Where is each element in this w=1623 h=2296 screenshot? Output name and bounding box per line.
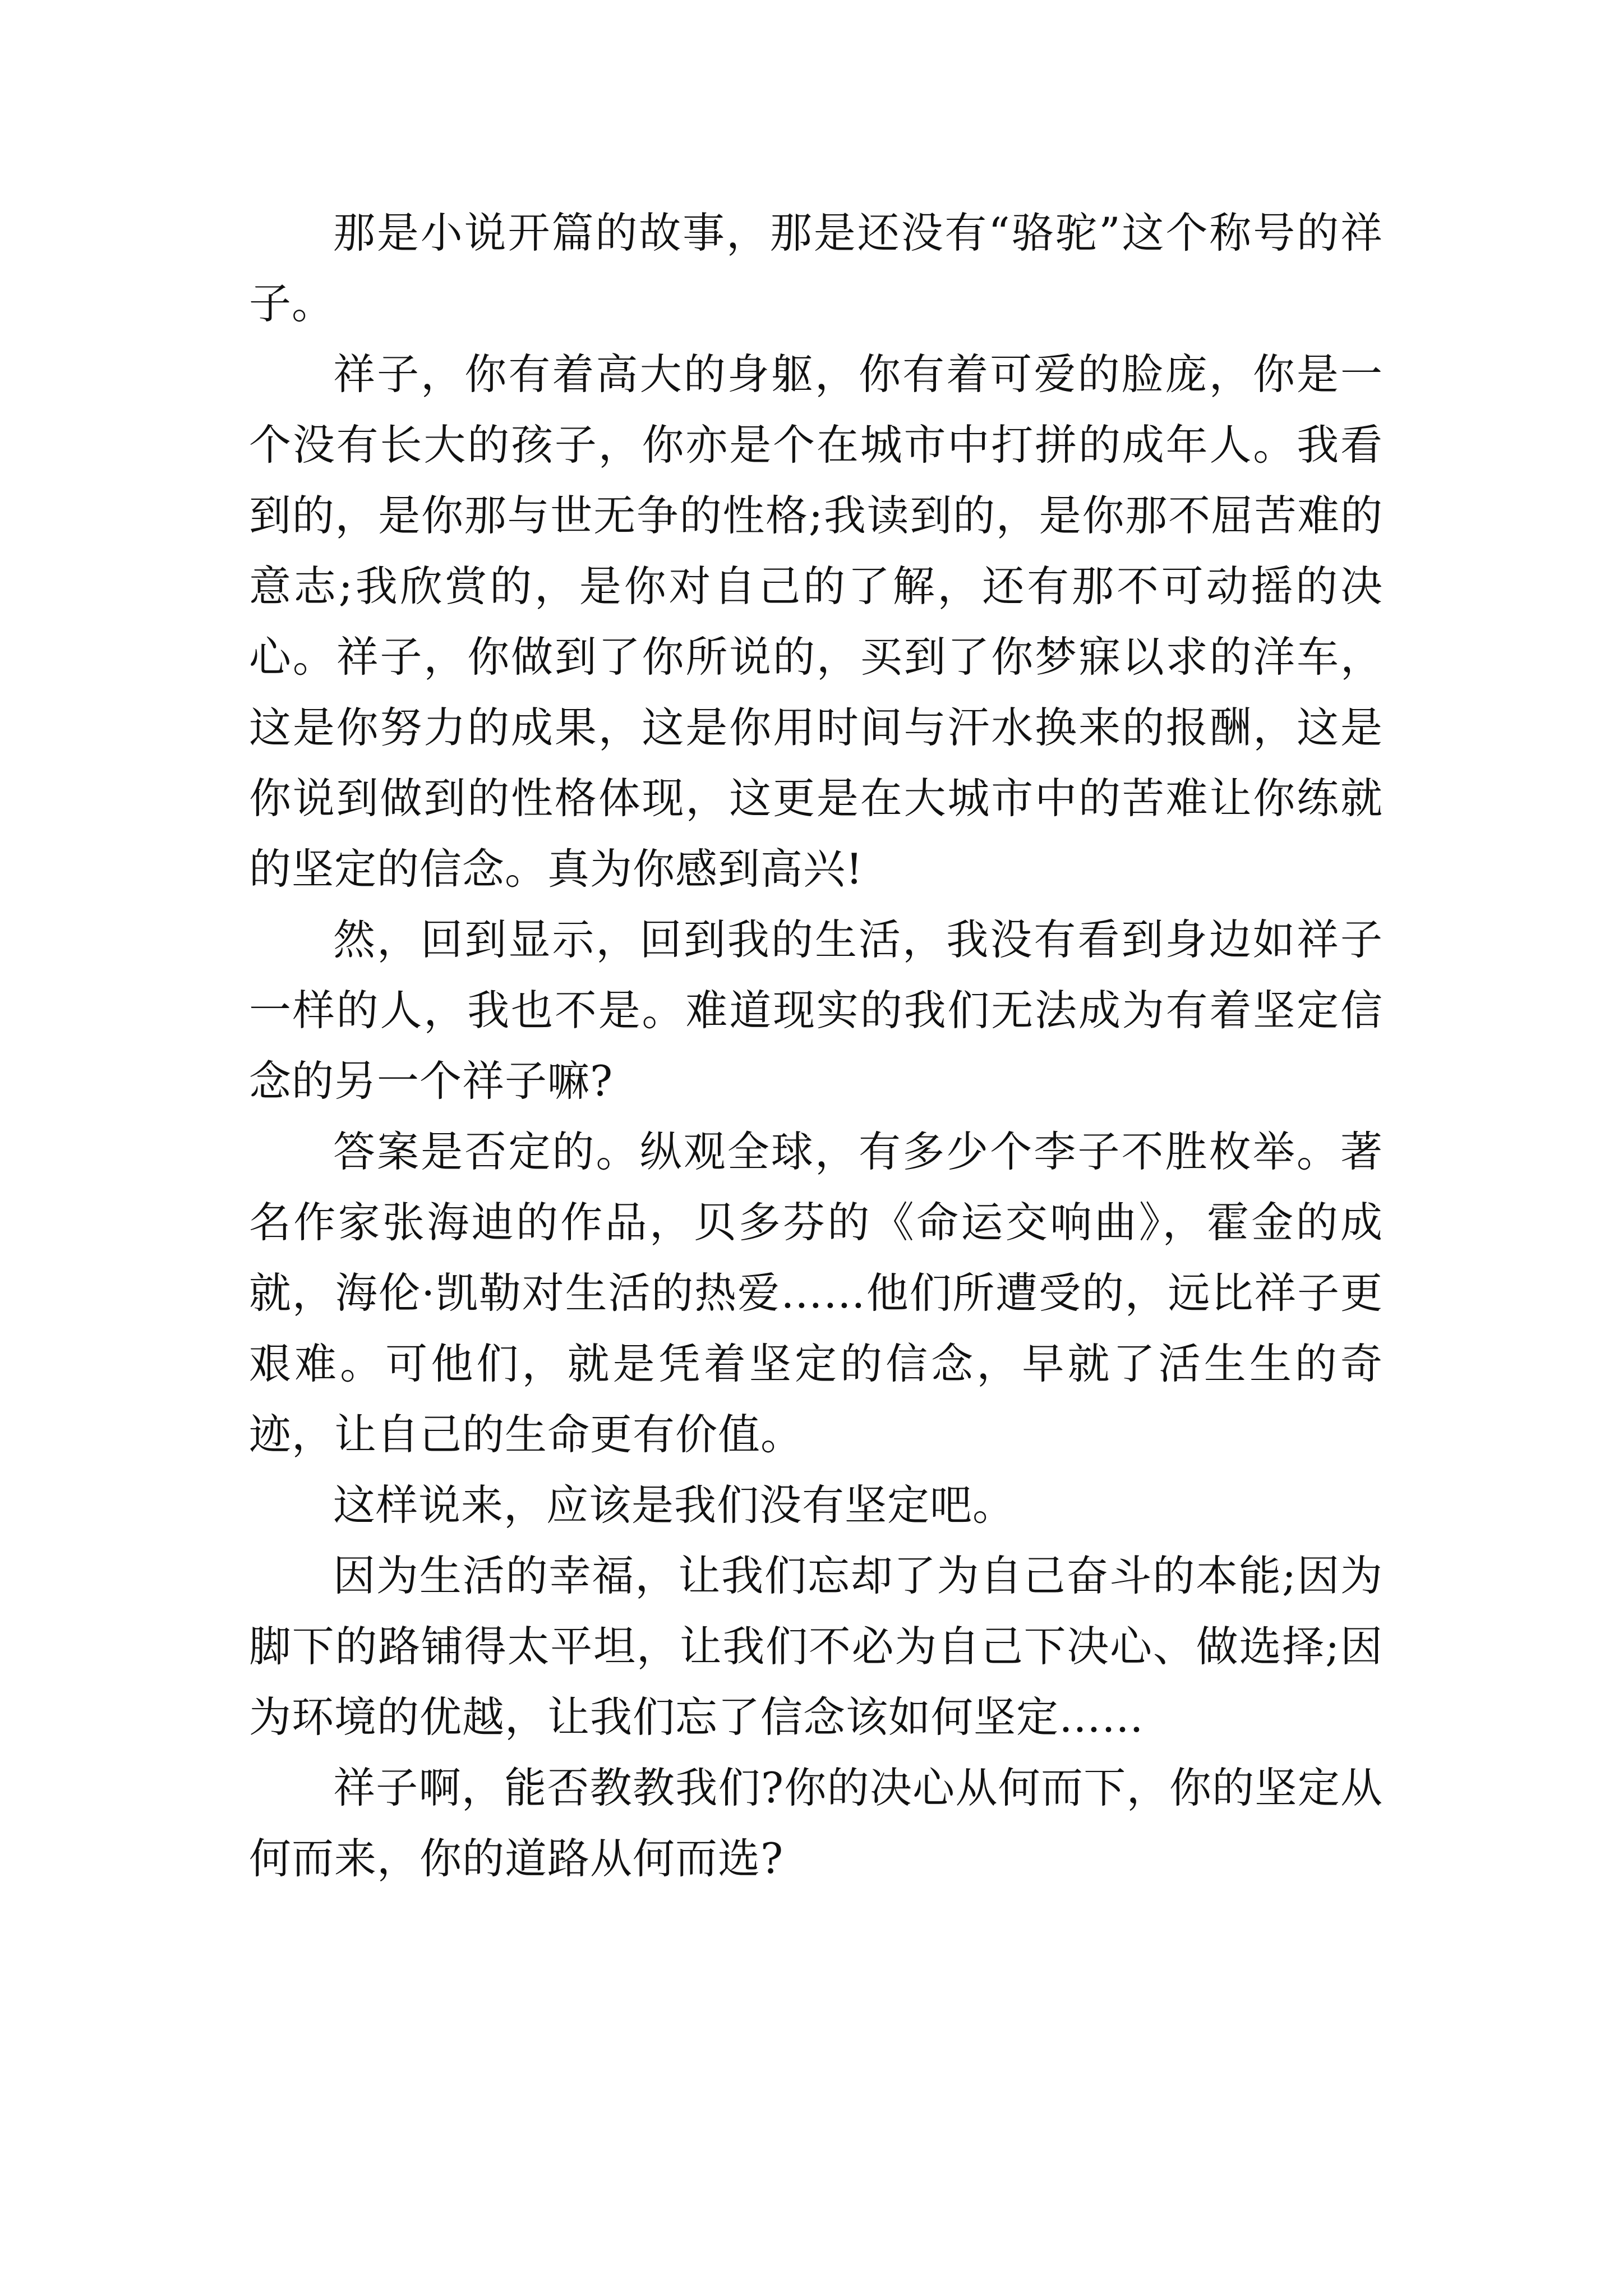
paragraph-4: 答案是否定的。纵观全球，有多少个李子不胜枚举。著名作家张海迪的作品，贝多芬的《命运交响曲》，霍金的成就，海伦·凯勒对生活的热爱……他们所遭受的，远比祥子更艰难。可他们，就是凭着坚定的信念，早就了活生生的奇迹，让自己的生命更有价值。 bbox=[249, 1127, 1383, 1459]
essay-body bbox=[249, 197, 1383, 1894]
paragraph-1: 那是小说开篇的故事，那是还没有“骆驼”这个称号的祥子。 bbox=[249, 208, 1383, 328]
paragraph-5: 这样说来，应该是我们没有坚定吧。 bbox=[333, 1480, 1016, 1530]
paragraph-2: 祥子，你有着高大的身躯，你有着可爱的脸庞，你是一个没有长大的孩子，你亦是个在城市中打拼的成年人。我看到的，是你那与世无争的性格;我读到的，是你那不屈苦难的意志;我欣赏的，是你对自己的了解，还有那不可动摇的决心。祥子，你做到了你所说的，买到了你梦寐以求的洋车，这是你努力的成果，这是你用时间与汗水换来的报酬，这是你说到做到的性格体现，这更是在大城市中的苦难让你练就的坚定的信念。真为你感到高兴! bbox=[249, 349, 1383, 894]
paragraph-6: 因为生活的幸福，让我们忘却了为自己奋斗的本能;因为脚下的路铺得太平坦，让我们不必为自己下决心、做选择;因为环境的优越，让我们忘了信念该如何坚定…… bbox=[249, 1551, 1383, 1742]
paragraph-7: 祥子啊，能否教教我们?你的决心从何而下，你的坚定从何而来，你的道路从何而选? bbox=[249, 1763, 1383, 1883]
paragraph-3: 然，回到显示，回到我的生活，我没有看到身边如祥子一样的人，我也不是。难道现实的我们无法成为有着坚定信念的另一个祥子嘛? bbox=[249, 915, 1383, 1106]
